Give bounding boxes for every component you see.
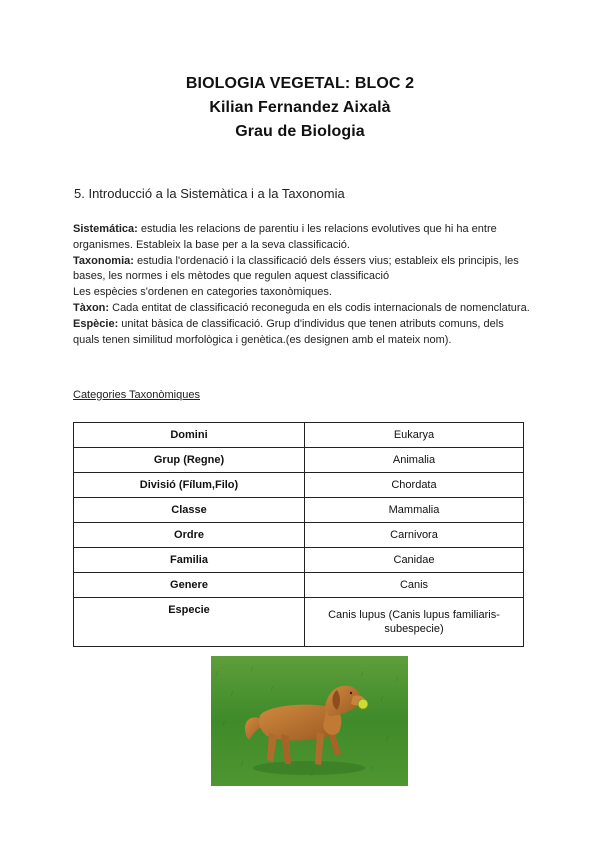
value-cell: Mammalia	[305, 498, 524, 523]
rank-cell: Familia	[74, 548, 305, 573]
definitions-block	[73, 222, 533, 348]
term-taxon: Tàxon:	[73, 301, 110, 314]
table-row	[74, 448, 524, 473]
rank-cell: Genere	[74, 573, 305, 598]
table-row	[74, 598, 524, 647]
table-row	[74, 423, 524, 448]
value-cell: Carnivora	[305, 523, 524, 548]
value-cell: Eukarya	[305, 423, 524, 448]
term-especie: Espècie:	[73, 317, 119, 330]
taxonomy-table	[73, 422, 524, 647]
value-cell: Canis lupus (Canis lupus familiaris-subespecie)	[305, 598, 524, 647]
value-cell: Chordata	[305, 473, 524, 498]
term-taxonomia: Taxonomia:	[73, 254, 134, 267]
table-row	[74, 498, 524, 523]
table-row	[74, 473, 524, 498]
categories-heading: Categories Taxonòmiques	[73, 389, 200, 401]
text-taxonomia: estudia l'ordenació i la classificació dels éssers vius; estableix els principis, les bases, les normes i els mètodes que regulen aquest classificació	[73, 254, 519, 283]
definition-taxon	[73, 301, 533, 317]
value-cell: Canis	[305, 573, 524, 598]
dog-photo	[211, 656, 408, 786]
ordering-note: Les espècies s'ordenen en categories taxonòmiques.	[73, 286, 332, 299]
rank-cell: Classe	[74, 498, 305, 523]
title-block	[0, 72, 600, 144]
text-taxon: Cada entitat de classificació reconeguda en els codis internacionals de nomenclatura.	[109, 301, 530, 314]
rank-cell: Ordre	[74, 523, 305, 548]
course-name: Grau de Biologia	[235, 123, 365, 140]
value-cell: Canidae	[305, 548, 524, 573]
rank-cell: Especie	[74, 598, 305, 647]
table-row	[74, 548, 524, 573]
table-row	[74, 573, 524, 598]
term-sistematica: Sistemática:	[73, 223, 138, 235]
definition-especie	[73, 317, 533, 349]
document-title: BIOLOGIA VEGETAL: BLOC 2	[185, 75, 415, 92]
rank-cell: Divisió (Fílum,Filo)	[74, 473, 305, 498]
rank-cell: Domini	[74, 423, 305, 448]
table-row	[74, 523, 524, 548]
text-especie: unitat bàsica de classificació. Grup d'individus que tenen atributs comuns, dels quals tenen similitud morfològica i genètica.(es designen amb el mateix nom).	[73, 317, 504, 346]
author-name: Kilian Fernandez Aixalà	[209, 99, 391, 116]
text-sistematica: estudia les relacions de parentiu i les relacions evolutives que hi ha entre organismes. Estableix la base per a la seva classificació.	[73, 223, 497, 251]
definition-sistematica	[73, 222, 533, 254]
section-heading: 5. Introducció a la Sistemàtica i a la Taxonomia	[74, 186, 345, 201]
definition-taxonomia	[73, 254, 533, 286]
rank-cell: Grup (Regne)	[74, 448, 305, 473]
value-cell: Animalia	[305, 448, 524, 473]
